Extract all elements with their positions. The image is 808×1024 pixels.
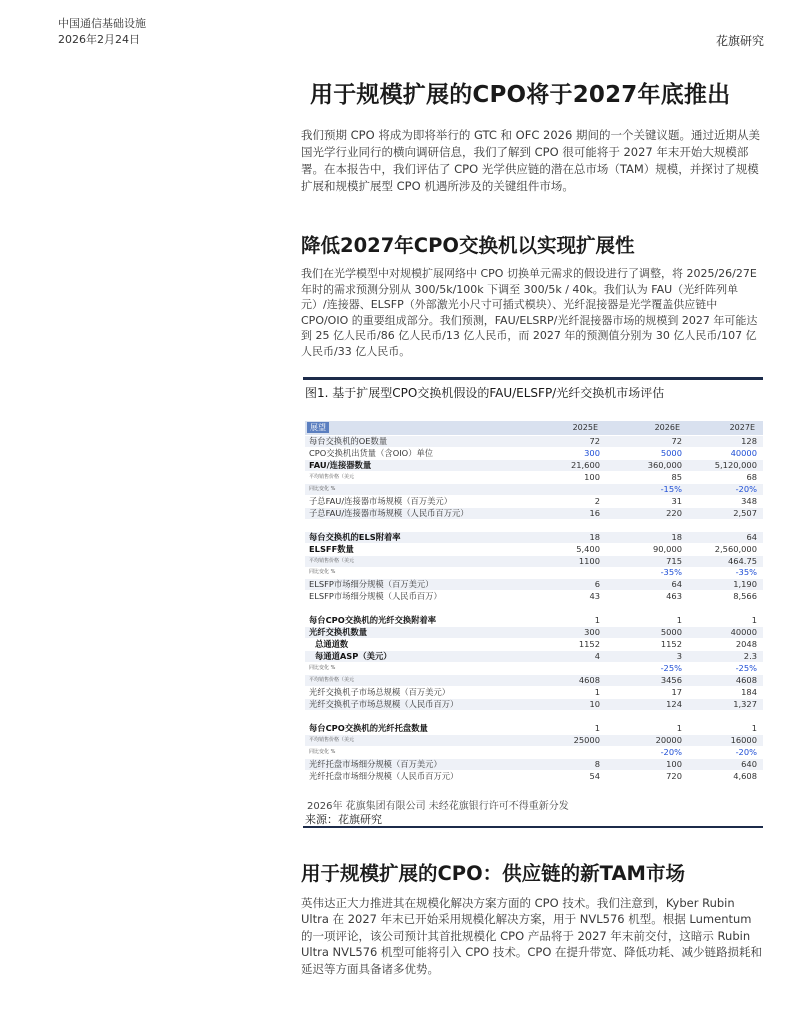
cell-2025e: 1 xyxy=(594,615,600,626)
figure-source: 来源：花旗研究 xyxy=(305,813,382,826)
cell-2026e: 5000 xyxy=(660,447,682,458)
row-label: FAU/连接器数量 xyxy=(309,459,372,470)
cell-2027e: 2,507 xyxy=(733,507,757,518)
cell-2026e: -25% xyxy=(660,663,682,674)
row-label: 子总FAU/连接器市场规模（人民币百万元） xyxy=(309,507,469,518)
cell-2026e: 90,000 xyxy=(652,543,682,554)
cell-2027e: 40000 xyxy=(730,447,757,458)
cell-2026e: 463 xyxy=(666,591,682,602)
cell-2027e: 2,560,000 xyxy=(714,543,757,554)
publisher-name: 花旗研究 xyxy=(715,34,764,48)
cell-2026e: -15% xyxy=(660,483,682,494)
row-label: 每台交换机的OE数量 xyxy=(309,436,388,446)
cell-2025e: 43 xyxy=(589,591,600,602)
section1-title: 用于规模扩展的CPO将于2027年底推出 xyxy=(310,82,731,108)
cell-2026e: 17 xyxy=(671,686,682,697)
cell-2027e: 1,190 xyxy=(733,579,757,590)
cell-2027e: 640 xyxy=(741,758,757,769)
cell-2025e: 5,400 xyxy=(576,543,600,554)
cell-2025e: 6 xyxy=(594,579,600,590)
cell-2027e: 40000 xyxy=(730,627,757,638)
row-label: 同比变化 % xyxy=(309,748,336,755)
table-row xyxy=(305,747,763,758)
table-header-2025e: 2025E xyxy=(572,423,598,432)
table-header-label: 展望 xyxy=(307,422,329,433)
cell-2027e: 2.3 xyxy=(743,651,757,662)
figure-title: 图1. 基于扩展型CPO交换机假设的FAU/ELSFP/光纤交换机市场评估 xyxy=(305,386,665,400)
figure-copyright-note: 2026年 花旗集团有限公司 未经花旗银行许可不得重新分发 xyxy=(307,801,569,812)
cell-2026e: 1 xyxy=(676,615,682,626)
cell-2026e: 1 xyxy=(676,722,682,733)
cell-2026e: 5000 xyxy=(660,627,682,638)
table-row xyxy=(305,687,763,698)
table-row xyxy=(305,436,763,447)
cell-2027e: 1 xyxy=(751,722,757,733)
report-series: 中国通信基础设施 xyxy=(58,17,146,30)
table-row xyxy=(305,735,763,746)
table-header-2026e: 2026E xyxy=(654,423,680,432)
row-label: 同比变化 % xyxy=(309,665,336,672)
table-row xyxy=(305,651,763,662)
cell-2027e: 4608 xyxy=(735,675,757,685)
row-label: 光纤交换机数量 xyxy=(309,627,368,638)
row-label: 每通道ASP（美元） xyxy=(315,651,392,662)
table-row xyxy=(305,484,763,495)
row-label: 每台CPO交换机的光纤交换附着率 xyxy=(309,615,437,626)
cell-2027e: 184 xyxy=(741,686,757,697)
cell-2025e: 4 xyxy=(594,651,600,662)
section2-paragraph: 我们在光学模型中对规模扩展网络中 CPO 切换单元需求的假设进行了调整，将 2025/26/27E 年时的需求预测分别从 300/5k/100k 下调至 300/5k / 40k。我们认为 FAU（光纤阵列单元）/连接器、ELSFP（外部激光小尺寸可插式模块）、光纤混接器是光学覆盖供应链中 CPO/OIO 的重要组成部分。我们预测，FAU/ELSRP/光纤混接器市场的规模到 2027 年可能达到 25 亿人民币/86 亿人民币/13 亿人民币，而 2027 年的预测值分别为 30 亿人民币/107 亿人民币/33 亿人民币。 xyxy=(301,267,758,358)
table-row xyxy=(305,723,763,734)
cell-2025e: 72 xyxy=(589,436,600,446)
cell-2026e: -20% xyxy=(660,746,682,757)
row-label: CPO交换机出货量（含OIO）单位 xyxy=(309,447,434,458)
cell-2025e: 16 xyxy=(589,507,600,518)
cell-2025e: 2 xyxy=(594,495,600,506)
cell-2027e: -20% xyxy=(735,746,757,757)
cell-2027e: 464.75 xyxy=(727,555,757,566)
cell-2025e: 8 xyxy=(594,758,600,769)
cell-2025e: 10 xyxy=(589,698,600,709)
table-row xyxy=(305,496,763,507)
table-row xyxy=(305,663,763,674)
cell-2027e: 1,327 xyxy=(733,698,757,709)
cell-2026e: 64 xyxy=(671,579,682,590)
table-row xyxy=(305,759,763,770)
cell-2025e: 21,600 xyxy=(570,459,600,470)
row-label: 光纤交换机子市场总规模（人民币百万） xyxy=(309,698,459,709)
cell-2027e: 348 xyxy=(741,495,757,506)
table-row xyxy=(305,532,763,543)
cell-2026e: 85 xyxy=(671,471,682,482)
row-label: 同比变化 % xyxy=(309,485,336,492)
row-label: 平均销售价格（美元 xyxy=(309,677,355,683)
row-label: ELSFP市场细分规模（百万美元） xyxy=(309,579,434,590)
cell-2025e: 1100 xyxy=(578,555,600,566)
figure-top-rule xyxy=(303,377,763,380)
cell-2026e: 18 xyxy=(671,531,682,542)
row-label: 每台交换机的ELS附着率 xyxy=(309,531,401,542)
table-row xyxy=(305,579,763,590)
cell-2027e: 16000 xyxy=(730,734,757,745)
cell-2026e: 720 xyxy=(666,770,682,781)
cell-2027e: 68 xyxy=(746,471,757,482)
row-label: 光纤交换机子市场总规模（百万美元） xyxy=(309,686,451,697)
table-row xyxy=(305,460,763,471)
table-row xyxy=(305,591,763,602)
row-label: 总通道数 xyxy=(315,639,349,650)
cell-2025e: 1 xyxy=(594,722,600,733)
cell-2026e: 220 xyxy=(666,507,682,518)
row-label: ELSFP市场细分规模（人民币百万） xyxy=(309,591,442,602)
table-row xyxy=(305,603,763,614)
table-row xyxy=(305,711,763,722)
table-row xyxy=(305,556,763,567)
row-label: 平均销售价格（美元 xyxy=(309,557,355,564)
cell-2027e: -25% xyxy=(735,663,757,674)
report-date: 2026年2月24日 xyxy=(58,33,140,46)
cell-2025e: 300 xyxy=(584,627,600,638)
cell-2026e: 124 xyxy=(666,698,682,709)
cell-2027e: 128 xyxy=(741,436,757,446)
cell-2026e: 3456 xyxy=(660,675,682,685)
cell-2026e: 3 xyxy=(676,651,682,662)
cell-2026e: 20000 xyxy=(655,734,682,745)
table-row xyxy=(305,627,763,638)
cell-2026e: -35% xyxy=(660,567,682,578)
table-row xyxy=(305,567,763,578)
section2-title: 降低2027年CPO交换机以实现扩展性 xyxy=(301,234,635,257)
cell-2026e: 1152 xyxy=(660,639,682,650)
cell-2027e: 5,120,000 xyxy=(714,459,757,470)
cell-2026e: 100 xyxy=(666,758,682,769)
cell-2027e: 1 xyxy=(751,615,757,626)
table-row xyxy=(305,771,763,782)
cell-2025e: 18 xyxy=(589,531,600,542)
cell-2025e: 25000 xyxy=(573,734,600,745)
figure-1 xyxy=(303,377,763,829)
row-label: 子总FAU/连接器市场规模（百万美元） xyxy=(309,495,453,506)
row-label: 光纤托盘市场细分规模（人民币百万元） xyxy=(309,770,459,781)
cell-2027e: -35% xyxy=(735,567,757,578)
cell-2026e: 360,000 xyxy=(647,459,682,470)
cell-2025e: 100 xyxy=(584,471,600,482)
table-header xyxy=(305,421,763,435)
section1-paragraph: 我们预期 CPO 将成为即将举行的 GTC 和 OFC 2026 期间的一个关键议题。通过近期从美国光学行业同行的横向调研信息，我们了解到 CPO 很可能将于 2027 年末开始大规模部署。在本报告中，我们评估了 CPO 光学供应链的潜在总市场（TAM）规模，并探讨了规模扩展和规模扩展型 CPO 机遇所涉及的关键组件市场。 xyxy=(301,128,760,193)
cell-2026e: 715 xyxy=(666,555,682,566)
section3-paragraph: 英伟达正大力推进其在规模化解决方案方面的 CPO 技术。我们注意到，Kyber Rubin Ultra 在 2027 年末已开始采用规模化解决方案，用于 NVL576 机型。根据 Lumentum 的一项评论，该公司预计其首批规模化 CPO 产品将于 2027 年末前交付，这暗示 Rubin Ultra NVL576 机型可能将引入 CPO 技术。CPO 在提升带宽、降低功耗、减少链路损耗和延迟等方面具备诸多优势。 xyxy=(301,896,763,976)
table-row xyxy=(305,448,763,459)
cell-2027e: -20% xyxy=(735,483,757,494)
table-row xyxy=(305,472,763,483)
section3-title: 用于规模扩展的CPO：供应链的新TAM市场 xyxy=(301,862,685,885)
table-row xyxy=(305,508,763,519)
row-label: ELSFF数量 xyxy=(309,543,354,554)
cell-2025e: 300 xyxy=(584,447,600,458)
table-row xyxy=(305,675,763,686)
figure-bottom-rule xyxy=(303,826,763,828)
cell-2025e: 1152 xyxy=(578,639,600,650)
table-header-2027e: 2027E xyxy=(729,423,755,432)
cell-2025e: 1 xyxy=(594,686,600,697)
row-label: 平均销售价格（美元 xyxy=(309,736,355,743)
cell-2025e: 4608 xyxy=(578,675,600,685)
cell-2026e: 72 xyxy=(671,436,682,446)
table-row xyxy=(305,615,763,626)
table-row xyxy=(305,699,763,710)
cell-2027e: 2048 xyxy=(735,639,757,650)
cell-2027e: 64 xyxy=(746,531,757,542)
cell-2026e: 31 xyxy=(671,495,682,506)
row-label: 同比变化 % xyxy=(309,569,336,576)
row-label: 平均销售价格（美元 xyxy=(309,473,355,480)
table-row xyxy=(305,520,763,531)
cell-2027e: 8,566 xyxy=(733,591,757,602)
report-header-left xyxy=(58,16,146,48)
cell-2025e: 54 xyxy=(589,770,600,781)
table-row xyxy=(305,544,763,555)
table-row xyxy=(305,639,763,650)
cell-2027e: 4,608 xyxy=(733,770,757,781)
row-label: 光纤托盘市场细分规模（百万美元） xyxy=(309,758,442,769)
row-label: 每台CPO交换机的光纤托盘数量 xyxy=(309,722,428,733)
